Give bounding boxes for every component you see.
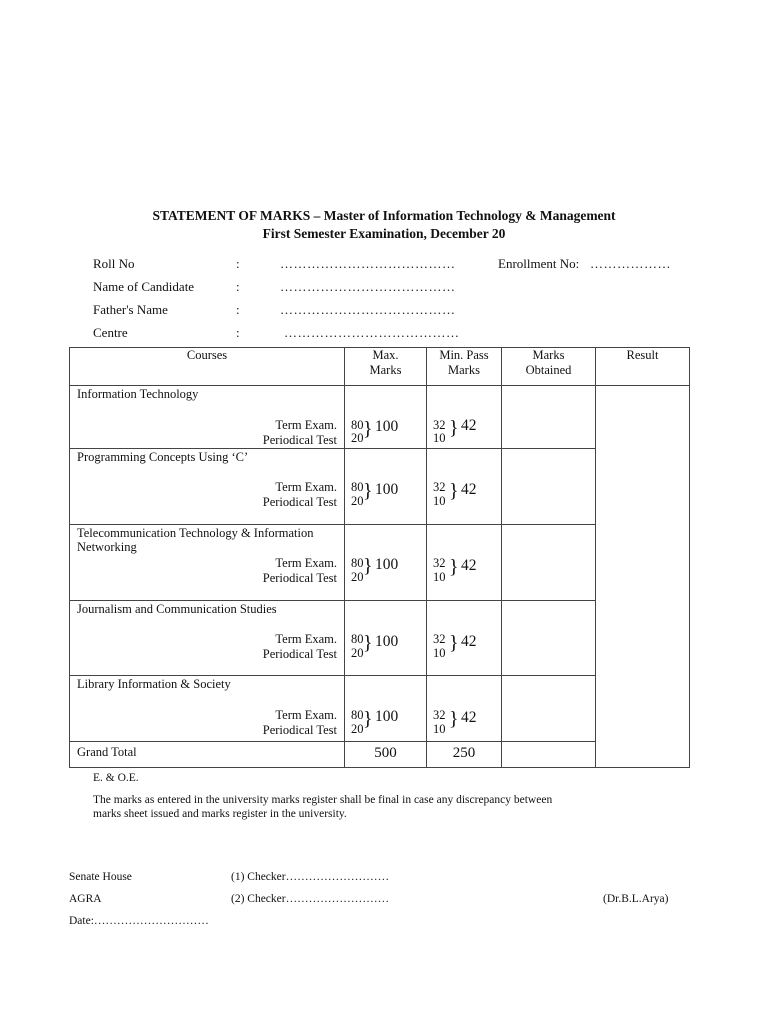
course-name: Journalism and Communication Studies [77,602,277,616]
header-min-l2: Marks [448,363,480,377]
header-max-l2: Marks [369,363,402,377]
disclaimer-line-2: marks sheet issued and marks register in the university. [93,808,347,820]
max-total: 100 [375,556,399,573]
max-marks-cell [345,386,427,449]
max-periodic: 20 [351,431,364,445]
header-min-pass-marks [427,348,502,386]
term-exam-label: Term Exam. [275,632,337,646]
min-marks-cell [427,601,502,676]
max-term: 80 [351,480,364,494]
brace-icon: } [363,708,373,730]
course-name: Programming Concepts Using ‘C’ [77,450,249,464]
document-title: STATEMENT OF MARKS – Master of Information Technology & Management [152,208,616,223]
max-periodic: 20 [351,570,364,584]
marks-table [69,347,690,768]
min-marks-cell [427,525,502,601]
father-value: ………………………………… [280,302,456,317]
max-marks-cell [345,449,427,525]
min-periodic: 10 [433,722,446,736]
min-marks-cell [427,449,502,525]
father-label: Father's Name [93,302,168,317]
enrollment-value: ……………… [590,256,671,271]
max-term: 80 [351,708,364,722]
header-obt-l1: Marks [532,348,565,362]
centre-label: Centre [93,325,128,340]
document-subtitle: First Semester Examination, December 20 [262,226,506,241]
disclaimer-line-1: The marks as entered in the university marks register shall be final in case any discrepancy between [93,794,553,806]
course-cell [70,449,345,525]
brace-icon: } [363,632,373,654]
min-term: 32 [433,632,446,646]
roll-no-label: Roll No [93,256,135,271]
max-total: 100 [375,633,399,650]
min-term: 32 [433,418,446,432]
min-total: 42 [461,709,477,726]
marks-obtained-cell [502,525,596,601]
signatory-name: (Dr.B.L.Arya) [603,893,669,905]
min-periodic: 10 [433,570,446,584]
min-periodic: 10 [433,431,446,445]
term-exam-label: Term Exam. [275,480,337,494]
max-marks-cell [345,676,427,742]
grand-total-obtained [502,742,596,768]
checker-1: (1) Checker……………………… [231,871,390,883]
term-exam-label: Term Exam. [275,708,337,722]
header-min-l1: Min. Pass [439,348,489,362]
candidate-label: Name of Candidate [93,279,195,294]
centre-sep: : [236,325,240,340]
course-name: Information Technology [77,387,199,401]
header-max-l1: Max. [372,348,399,362]
max-periodic: 20 [351,646,364,660]
course-cell [70,676,345,742]
candidate-value: ………………………………… [280,279,456,294]
brace-icon: } [449,417,459,439]
min-total: 42 [461,557,477,574]
periodical-test-label: Periodical Test [262,723,337,737]
min-periodic: 10 [433,494,446,508]
periodical-test-label: Periodical Test [262,495,337,509]
grand-total-max: 500 [345,742,427,768]
term-exam-label: Term Exam. [275,418,337,432]
place-agra: AGRA [69,893,102,905]
table-row [70,386,690,449]
max-term: 80 [351,556,364,570]
max-total: 100 [375,708,399,725]
min-term: 32 [433,708,446,722]
periodical-test-label: Periodical Test [262,433,337,447]
brace-icon: } [363,418,373,440]
max-total: 100 [375,481,399,498]
marks-obtained-cell [502,601,596,676]
marks-obtained-cell [502,449,596,525]
max-marks-cell [345,525,427,601]
course-name: Library Information & Society [77,677,231,691]
grand-total-min: 250 [427,742,502,768]
min-total: 42 [461,481,477,498]
brace-icon: } [449,480,459,502]
date-field: Date:………………………… [69,915,209,927]
course-cell [70,525,345,601]
brace-icon: } [363,555,373,577]
marks-obtained-cell [502,676,596,742]
marks-obtained-cell [502,386,596,449]
max-term: 80 [351,632,364,646]
grand-total-label: Grand Total [70,742,345,768]
min-periodic: 10 [433,646,446,660]
periodical-test-label: Periodical Test [262,571,337,585]
max-term: 80 [351,418,364,432]
header-marks-obtained [502,348,596,386]
roll-no-sep: : [236,256,240,271]
periodical-test-label: Periodical Test [262,647,337,661]
roll-no-value: ………………………………… [280,256,456,271]
enrollment-label: Enrollment No: [498,256,580,271]
result-cell [596,386,690,768]
min-marks-cell [427,386,502,449]
max-periodic: 20 [351,722,364,736]
min-total: 42 [461,417,477,434]
father-sep: : [236,302,240,317]
min-term: 32 [433,480,446,494]
checker-2: (2) Checker……………………… [231,893,390,905]
header-max-marks [345,348,427,386]
min-marks-cell [427,676,502,742]
place-senate-house: Senate House [69,871,132,883]
brace-icon: } [449,632,459,654]
term-exam-label: Term Exam. [275,556,337,570]
brace-icon: } [363,480,373,502]
header-obt-l2: Obtained [525,363,572,377]
brace-icon: } [449,708,459,730]
centre-value: ………………………………… [284,325,460,340]
min-total: 42 [461,633,477,650]
header-courses: Courses [70,348,345,386]
brace-icon: } [449,556,459,578]
max-periodic: 20 [351,494,364,508]
eoe-note: E. & O.E. [93,772,139,784]
course-name: Telecommunication Technology & Information Networking [77,526,314,554]
course-cell [70,601,345,676]
max-marks-cell [345,601,427,676]
course-cell [70,386,345,449]
max-total: 100 [375,418,399,435]
table-header-row [70,348,690,386]
candidate-sep: : [236,279,240,294]
header-result: Result [596,348,690,386]
min-term: 32 [433,556,446,570]
